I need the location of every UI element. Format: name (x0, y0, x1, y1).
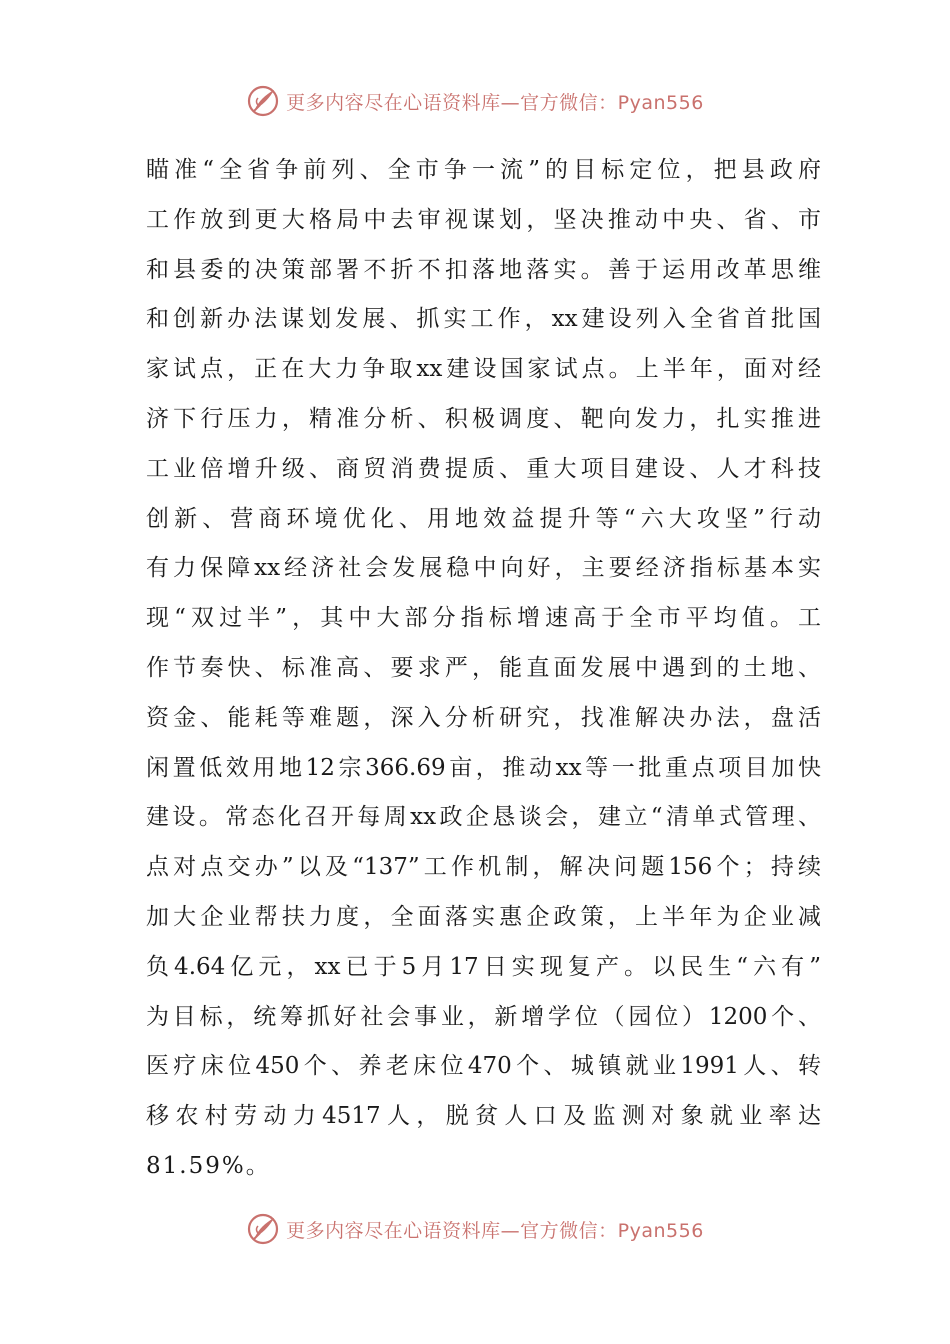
paragraph-line: 医疗床位450个、养老床位470个、城镇就业1991人、转 (146, 1053, 821, 1080)
paragraph-line: 瞄准“全省争前列、全市争一流”的目标定位，把县政府 (146, 157, 821, 183)
paragraph-line: 济下行压力，精准分析、积极调度、靶向发力，扎实推进 (146, 405, 821, 432)
paragraph-line: 现“双过半”，其中大部分指标增速高于全市平均值。工 (146, 605, 821, 632)
paragraph-line: 加大企业帮扶力度，全面落实惠企政策，上半年为企业减 (146, 903, 821, 930)
paragraph-line: 闲置低效用地12宗366.69亩，推动xx等一批重点项目加快 (146, 754, 821, 781)
footer-watermark (0, 1212, 950, 1246)
quill-logo-icon (246, 1212, 280, 1246)
paragraph-line: 资金、能耗等难题，深入分析研究，找准解决办法，盘活 (146, 704, 821, 731)
paragraph-line: 点对点交办”以及“137”工作机制，解决问题156个；持续 (146, 854, 821, 881)
document-paragraph (146, 146, 821, 1192)
header-watermark (0, 84, 950, 118)
paragraph-line: 工业倍增升级、商贸消费提质、重大项目建设、人才科技 (146, 455, 821, 482)
paragraph-line: 为目标，统筹抓好社会事业，新增学位（园位）1200个、 (146, 1003, 821, 1030)
quill-logo-icon (246, 84, 280, 118)
paragraph-line: 有力保障xx经济社会发展稳中向好，主要经济指标基本实 (146, 555, 821, 582)
paragraph-line: 和创新办法谋划发展、抓实工作，xx建设列入全省首批国 (146, 306, 821, 333)
paragraph-line: 81.59%。 (146, 1152, 271, 1179)
paragraph-line: 建设。常态化召开每周xx政企恳谈会，建立“清单式管理、 (146, 804, 821, 831)
watermark-text: 更多内容尽在心语资料库—官方微信：Pyan556 (286, 91, 704, 114)
paragraph-line: 和县委的决策部署不折不扣落地落实。善于运用改革思维 (146, 256, 821, 283)
watermark-text: 更多内容尽在心语资料库—官方微信：Pyan556 (286, 1219, 704, 1242)
paragraph-line: 工作放到更大格局中去审视谋划，坚决推动中央、省、市 (146, 206, 821, 233)
paragraph-line: 家试点，正在大力争取xx建设国家试点。上半年，面对经 (146, 356, 821, 383)
paragraph-line: 作节奏快、标准高、要求严，能直面发展中遇到的土地、 (146, 654, 821, 681)
paragraph-line: 移农村劳动力4517人，脱贫人口及监测对象就业率达 (146, 1103, 821, 1130)
paragraph-line: 创新、营商环境优化、用地效益提升等“六大攻坚”行动 (146, 505, 821, 532)
paragraph-line: 负4.64亿元，xx已于5月17日实现复产。以民生“六有” (146, 953, 821, 980)
